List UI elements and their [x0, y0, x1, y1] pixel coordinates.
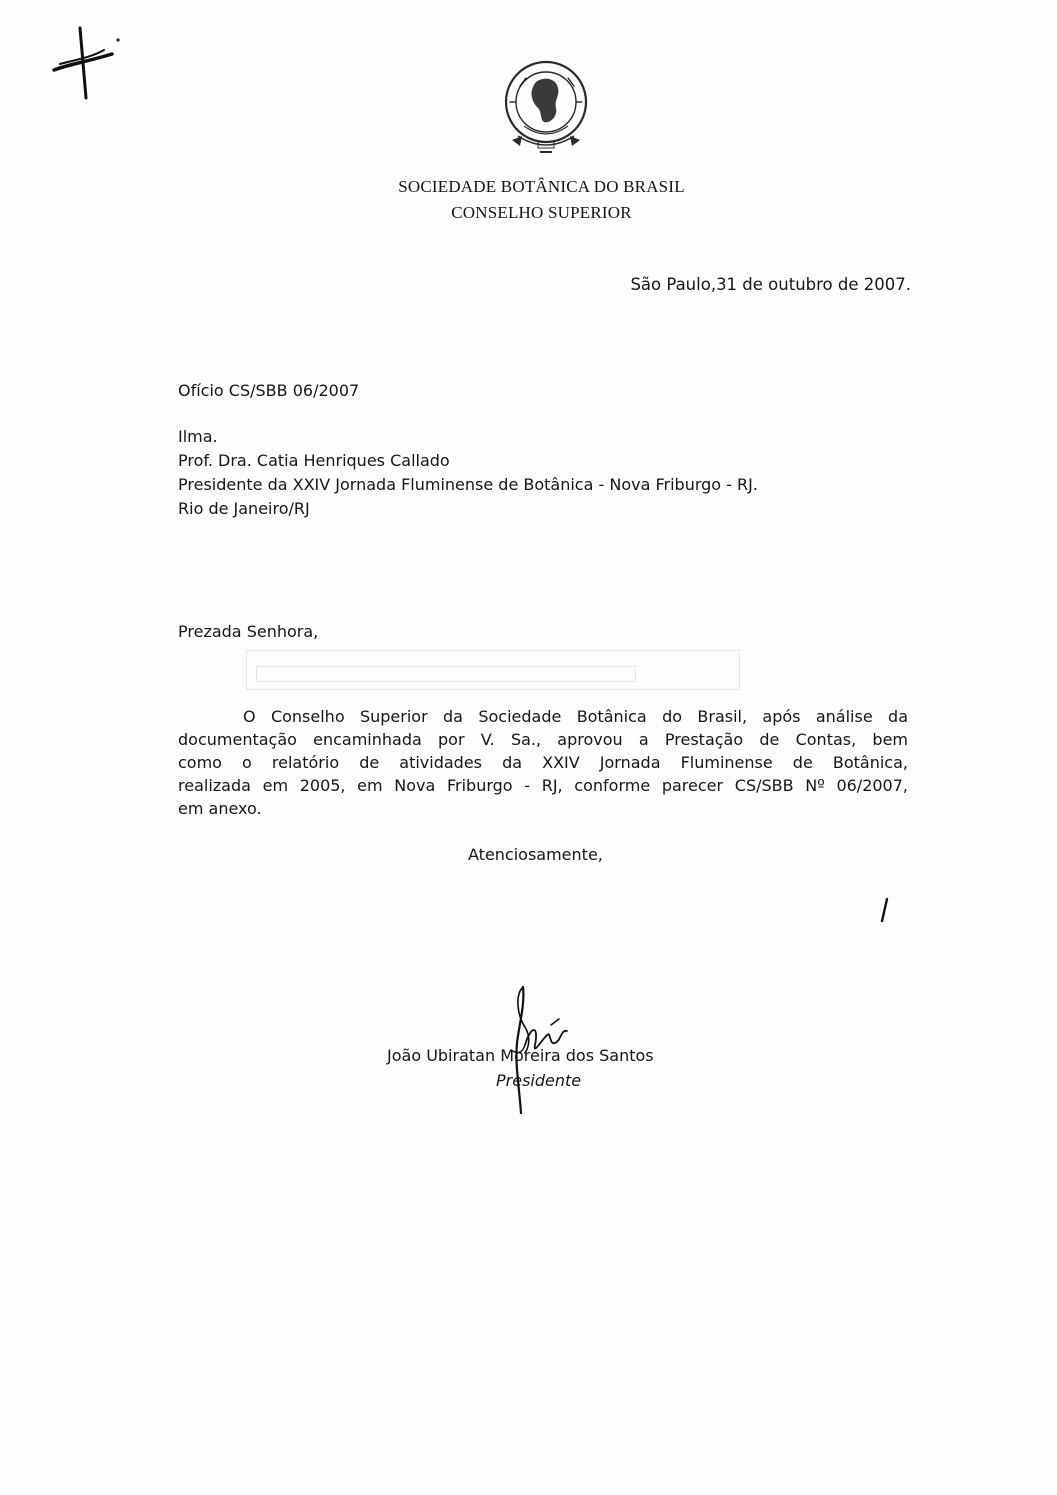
body-line: como o relatório de atividades da XXIV Jornada Fluminense de Botânica, [178, 753, 908, 772]
greeting: Prezada Senhora, [178, 622, 319, 641]
body-line: documentação encaminhada por V. Sa., aprovou a Prestação de Contas, bem [178, 730, 908, 749]
body-line: realizada em 2005, em Nova Friburgo - RJ, conforme parecer CS/SBB Nº 06/2007, [178, 776, 908, 795]
organization-unit: CONSELHO SUPERIOR [451, 203, 632, 222]
reference-number: Ofício CS/SBB 06/2007 [178, 381, 360, 400]
letter-body [178, 705, 908, 820]
organization-name: SOCIEDADE BOTÂNICA DO BRASIL [398, 177, 685, 196]
signer-role: Presidente [496, 1071, 582, 1090]
recipient-location: Rio de Janeiro/RJ [178, 499, 310, 518]
recipient-salutation-title: Ilma. [178, 427, 218, 446]
place-and-date: São Paulo,31 de outubro de 2007. [630, 275, 911, 294]
signer-name: João Ubiratan Moreira dos Santos [387, 1046, 654, 1065]
handwritten-cross-mark [40, 20, 130, 110]
body-line: O Conselho Superior da Sociedade Botânica do Brasil, após análise da [243, 707, 908, 726]
body-line: em anexo. [178, 799, 262, 818]
closing: Atenciosamente, [468, 845, 603, 864]
recipient-name: Prof. Dra. Catia Henriques Callado [178, 451, 450, 470]
recipient-position: Presidente da XXIV Jornada Fluminense de Botânica - Nova Friburgo - RJ. [178, 475, 758, 494]
handwritten-tick-mark [878, 897, 890, 923]
sociedade-botanica-seal-icon [500, 56, 592, 160]
bleed-through-box [256, 666, 636, 682]
